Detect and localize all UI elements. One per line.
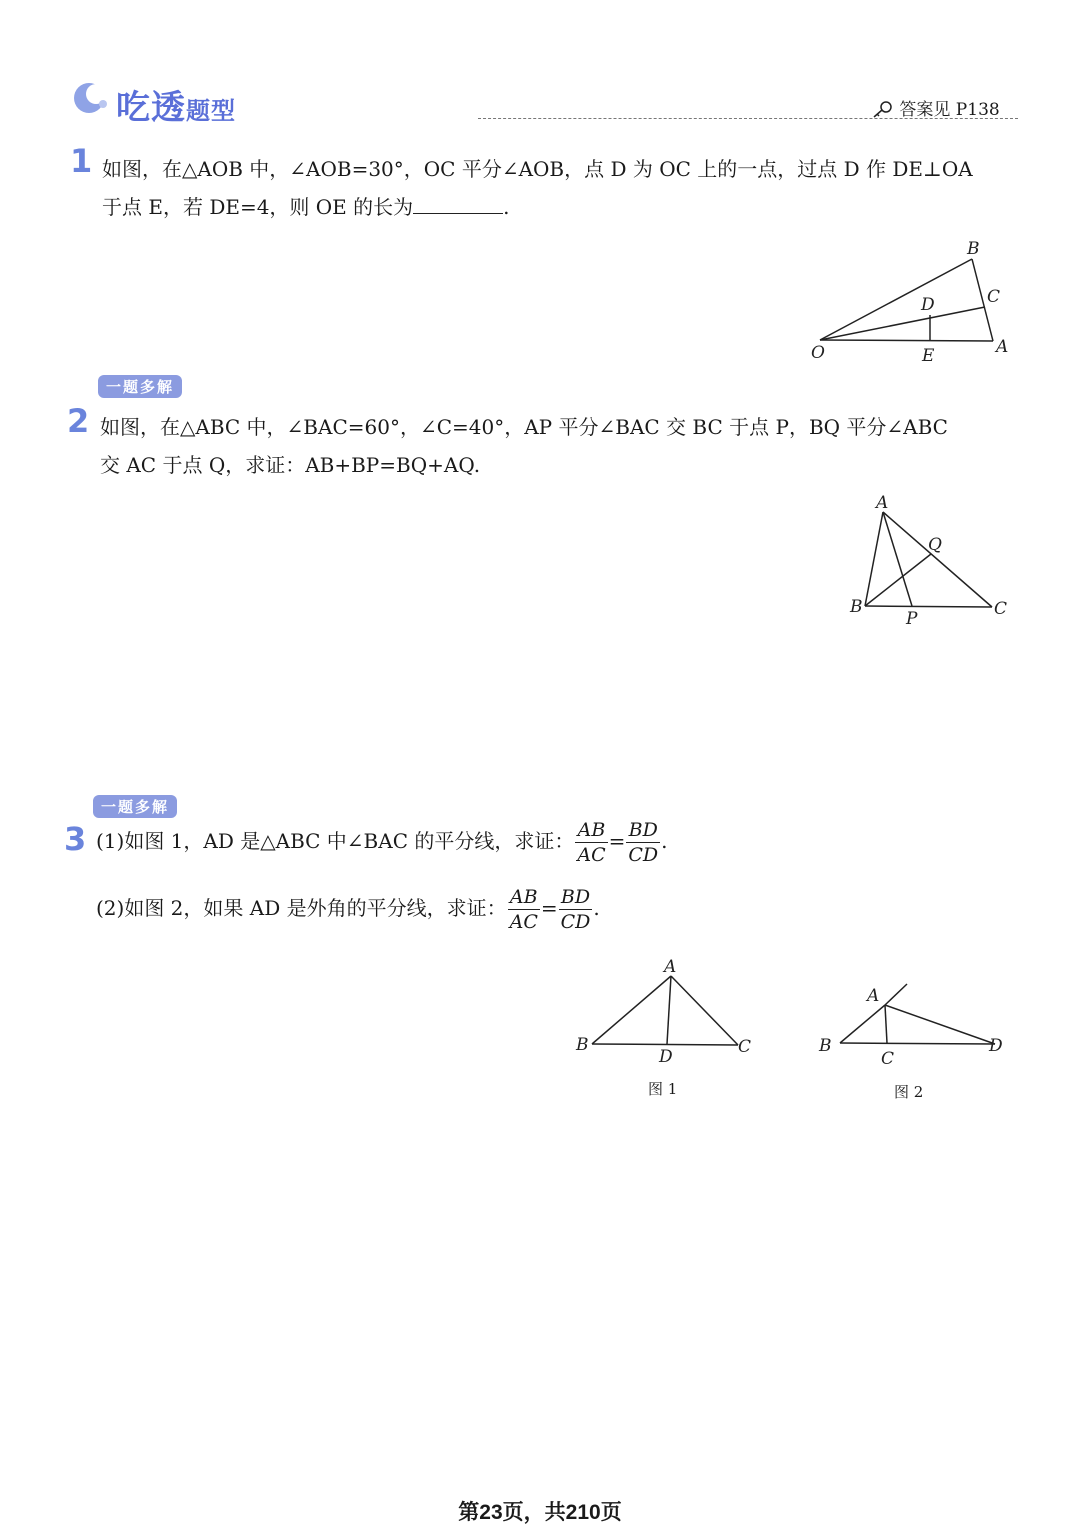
ratio-ab-ac — [575, 818, 607, 867]
ratio-denominator: AC — [509, 911, 538, 933]
question-2-figure — [840, 490, 1020, 630]
label-d: D — [989, 1036, 1003, 1056]
figure-1-caption: 图 1 — [648, 1080, 678, 1098]
question-3-part-1-text: (1)如图 1，AD 是△ABC 中∠BAC 的平分线，求证： — [96, 829, 575, 853]
question-2-text — [100, 408, 948, 484]
label-c: C — [881, 1049, 895, 1069]
sentence-end: . — [661, 829, 668, 853]
segment-ac — [671, 976, 738, 1045]
label-a: A — [996, 337, 1009, 357]
ratio-denominator: CD — [628, 844, 659, 866]
answer-reference-text: 答案见 P138 — [899, 100, 1000, 120]
ratio-numerator: BD — [559, 885, 593, 910]
segment-oa — [820, 340, 993, 341]
label-b: B — [819, 1036, 832, 1056]
equals-sign: = — [540, 896, 558, 920]
question-number-1: 1 — [70, 142, 93, 180]
question-1-line-1: 如图，在△AOB 中，∠AOB=30°，OC 平分∠AOB，点 D 为 OC 上的一点，过点 D 作 DE⊥OA — [102, 157, 973, 181]
ratio-numerator: AB — [575, 818, 607, 843]
ratio-numerator: AB — [508, 885, 540, 910]
ratio-denominator: CD — [560, 911, 591, 933]
label-a: A — [867, 986, 880, 1006]
label-q: Q — [928, 535, 942, 555]
question-1-line-2 — [102, 188, 973, 226]
label-a: A — [876, 493, 889, 513]
label-e: E — [922, 346, 935, 366]
section-logo-icon — [72, 82, 112, 114]
question-1-line-2-prefix: 于点 E，若 DE=4，则 OE 的长为 — [102, 195, 414, 219]
header-divider — [478, 118, 1018, 119]
ratio-ab-ac — [508, 885, 540, 934]
figure-2-caption: 图 2 — [894, 1083, 924, 1101]
question-number-3: 3 — [64, 820, 87, 858]
label-c: C — [994, 599, 1008, 619]
multi-solution-badge-3: 一题多解 — [93, 795, 177, 818]
question-2-line-1: 如图，在△ABC 中，∠BAC=60°，∠C=40°，AP 平分∠BAC 交 BC 于点 P，BQ 平分∠ABC — [100, 415, 948, 439]
segment-ab — [592, 976, 671, 1044]
ratio-numerator: BD — [626, 818, 660, 843]
equals-sign: = — [608, 829, 626, 853]
question-number-2: 2 — [67, 402, 90, 440]
segment-ad — [667, 976, 671, 1044]
question-1-line-2-suffix: . — [503, 195, 510, 219]
label-c: C — [987, 287, 1001, 307]
section-title-big: 吃透 — [116, 88, 186, 128]
segment-ab — [865, 512, 883, 606]
label-b: B — [967, 239, 980, 259]
label-a: A — [664, 957, 677, 977]
ratio-denominator: AC — [577, 844, 606, 866]
ratio-bd-cd — [626, 818, 660, 867]
segment-bc — [592, 1044, 738, 1045]
label-p: P — [906, 609, 918, 629]
ratio-bd-cd — [559, 885, 593, 934]
segment-ac — [883, 512, 992, 607]
label-o: O — [811, 343, 825, 363]
segment-oc — [820, 307, 985, 340]
question-3-part-1 — [96, 818, 668, 867]
question-3-part-2-text: (2)如图 2，如果 AD 是外角的平分线，求证： — [96, 896, 507, 920]
answer-reference — [872, 95, 1000, 120]
answer-blank[interactable] — [413, 191, 503, 214]
question-1-text — [102, 150, 973, 226]
question-3-part-2 — [96, 885, 600, 934]
question-3-figure-1 — [570, 952, 760, 1072]
segment-ad — [885, 1005, 995, 1044]
segment-bc — [865, 606, 992, 607]
label-b: B — [576, 1035, 589, 1055]
segment-ap — [883, 512, 912, 606]
segment-exterior-ray — [885, 984, 907, 1005]
page-counter: 第23页，共210页 — [458, 1501, 622, 1524]
question-1-figure — [805, 235, 1025, 370]
label-b: B — [850, 597, 863, 617]
section-title — [116, 80, 236, 129]
question-2-line-2: 交 AC 于点 Q，求证：AB+BP=BQ+AQ. — [100, 453, 481, 477]
segment-ac — [885, 1005, 887, 1043]
label-d: D — [921, 295, 935, 315]
sentence-end: . — [593, 896, 600, 920]
label-c: C — [738, 1037, 752, 1057]
multi-solution-badge-2: 一题多解 — [98, 375, 182, 398]
key-icon — [872, 100, 894, 118]
segment-bd — [840, 1043, 995, 1044]
segment-ba — [840, 1005, 885, 1043]
label-d: D — [659, 1047, 673, 1067]
section-title-small: 题型 — [186, 97, 236, 125]
segment-ob — [820, 259, 972, 340]
question-3-figure-2 — [815, 975, 1015, 1075]
